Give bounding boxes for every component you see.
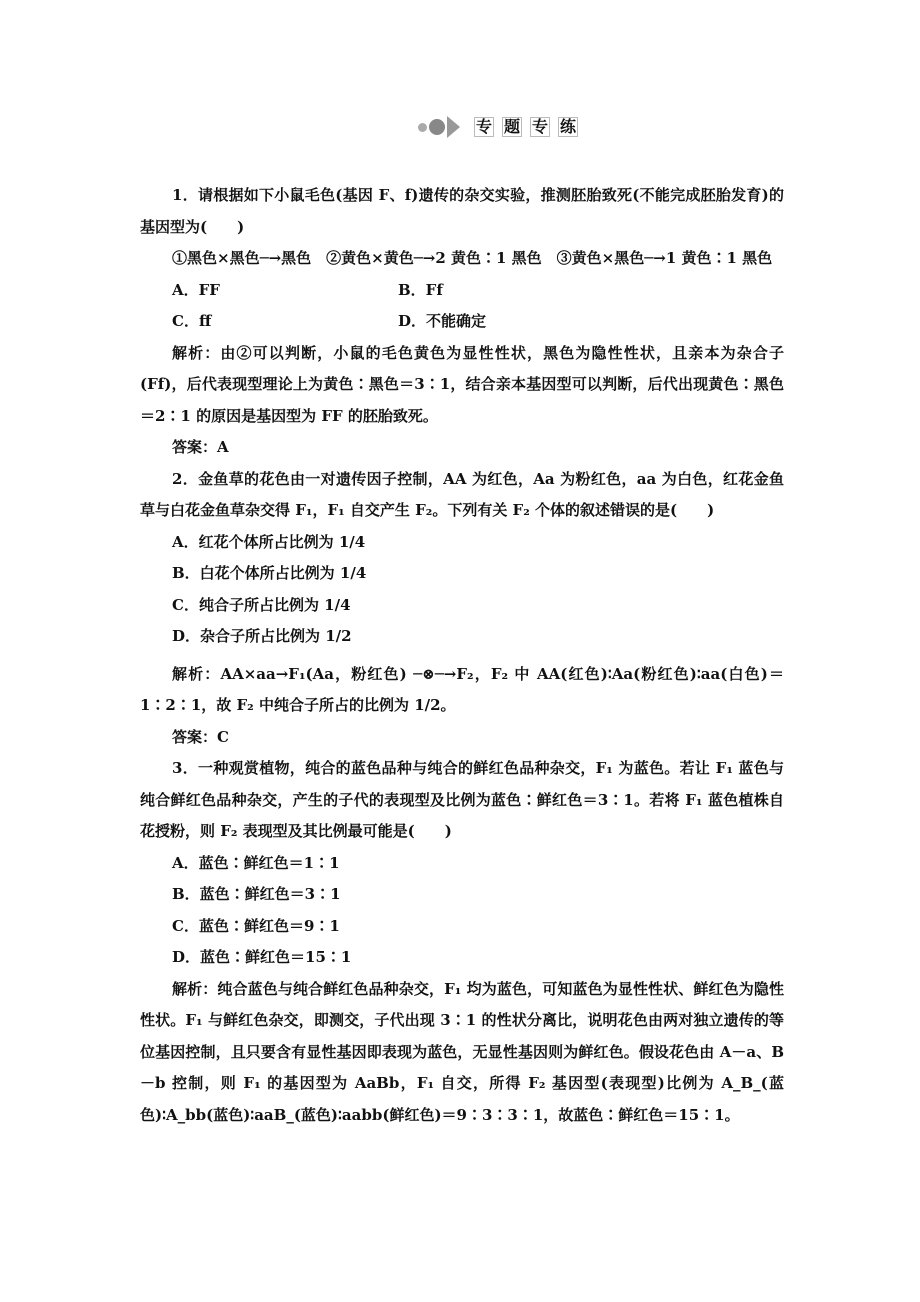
section-title	[474, 117, 586, 137]
answer-label: 答案：	[172, 727, 218, 746]
analysis	[140, 338, 784, 433]
answer-value: A	[217, 438, 229, 456]
answer-value: C	[217, 727, 229, 746]
option: A．FF	[172, 280, 220, 299]
answer-label: 答案：	[172, 438, 218, 456]
arrow-icon	[447, 116, 460, 138]
dot-icon	[418, 123, 427, 132]
option: A．蓝色∶鲜红色＝1∶1	[172, 853, 340, 872]
title-char: 专	[475, 117, 492, 136]
answer	[140, 722, 784, 754]
section-header	[418, 116, 586, 138]
option: A．红花个体所占比例为 1/4	[172, 532, 366, 551]
analysis	[140, 974, 784, 1132]
option: C．ff	[172, 312, 212, 330]
analysis-text: 纯合蓝色与纯合鲜红色品种杂交，F₁ 均为蓝色，可知蓝色为显性性状、鲜红色为隐性性状。F₁ 与鲜红色杂交，即测交，子代出现 3∶1 的性状分离比，说明花色由两对独立遗传的等位基因控制，且只要含有显性基因即表现为蓝色，无显性基因则为鲜红色。假设花色由 A－a、B－b 控制，则 F₁ 的基因型为 AaBb，F₁ 自交，所得 F₂ 基因型(表现型)比例为 A_B_(蓝色)∶A_bb(蓝色)∶aaB_(蓝色)∶aabb(鲜红色)＝9∶3∶3∶1，故蓝色∶鲜红色＝15∶1。	[140, 979, 784, 1124]
answer	[140, 432, 784, 464]
analysis-label: 解析：	[172, 343, 221, 362]
analysis-label: 解析：	[172, 979, 218, 998]
option: B．Ff	[398, 280, 443, 299]
option: D．蓝色∶鲜红色＝15∶1	[172, 948, 352, 966]
option: D．杂合子所占比例为 1/2	[172, 627, 352, 645]
title-char: 题	[503, 117, 520, 136]
question-stem: 2．金鱼草的花色由一对遗传因子控制，AA 为红色，Aa 为粉红色，aa 为白色，红花金鱼草与白花金鱼草杂交得 F₁，F₁ 自交产生 F₂。下列有关 F₂ 个体的叙述错误的是( )	[140, 469, 784, 519]
dot-icon	[429, 119, 445, 135]
title-char: 专	[531, 117, 548, 136]
question-stem: 1．请根据如下小鼠毛色(基因 F、f)遗传的杂交实验，推测胚胎致死(不能完成胚胎发育)的基因型为( )	[140, 186, 784, 236]
options-row	[140, 306, 784, 338]
analysis-text: 由②可以判断，小鼠的毛色黄色为显性性状，黑色为隐性性状，且亲本为杂合子(Ff)，后代表现型理论上为黄色∶黑色＝3∶1，结合亲本基因型可以判断，后代出现黄色∶黑色＝2∶1 的原因是基因型为 FF 的胚胎致死。	[140, 343, 784, 425]
options-row	[140, 275, 784, 307]
questions	[140, 180, 784, 1131]
analysis-label: 解析：	[172, 664, 221, 683]
analysis-text: AA×aa→F₁(Aa，粉红色) ─⊗─→F₂，F₂ 中 AA(红色)∶Aa(粉红色)∶aa(白色)＝1∶2∶1，故 F₂ 中纯合子所占的比例为 1/2。	[140, 664, 784, 714]
question-extra: ①黑色×黑色─→黑色 ②黄色×黄色─→2 黄色∶1 黑色 ③黄色×黑色─→1 黄色∶1 黑色	[172, 249, 773, 267]
option: C．蓝色∶鲜红色＝9∶1	[172, 916, 340, 935]
option: C．纯合子所占比例为 1/4	[172, 595, 351, 614]
option: B．白花个体所占比例为 1/4	[172, 564, 367, 582]
analysis	[140, 659, 784, 722]
option: B．蓝色∶鲜红色＝3∶1	[172, 885, 341, 903]
title-char: 练	[559, 117, 576, 136]
question-stem: 3．一种观赏植物，纯合的蓝色品种与纯合的鲜红色品种杂交，F₁ 为蓝色。若让 F₁ 蓝色与纯合鲜红色品种杂交，产生的子代的表现型及比例为蓝色∶鲜红色＝3∶1。若将 F₁ 蓝色植株自花授粉，则 F₂ 表现型及其比例最可能是( )	[140, 759, 784, 840]
option: D．不能确定	[398, 312, 487, 330]
